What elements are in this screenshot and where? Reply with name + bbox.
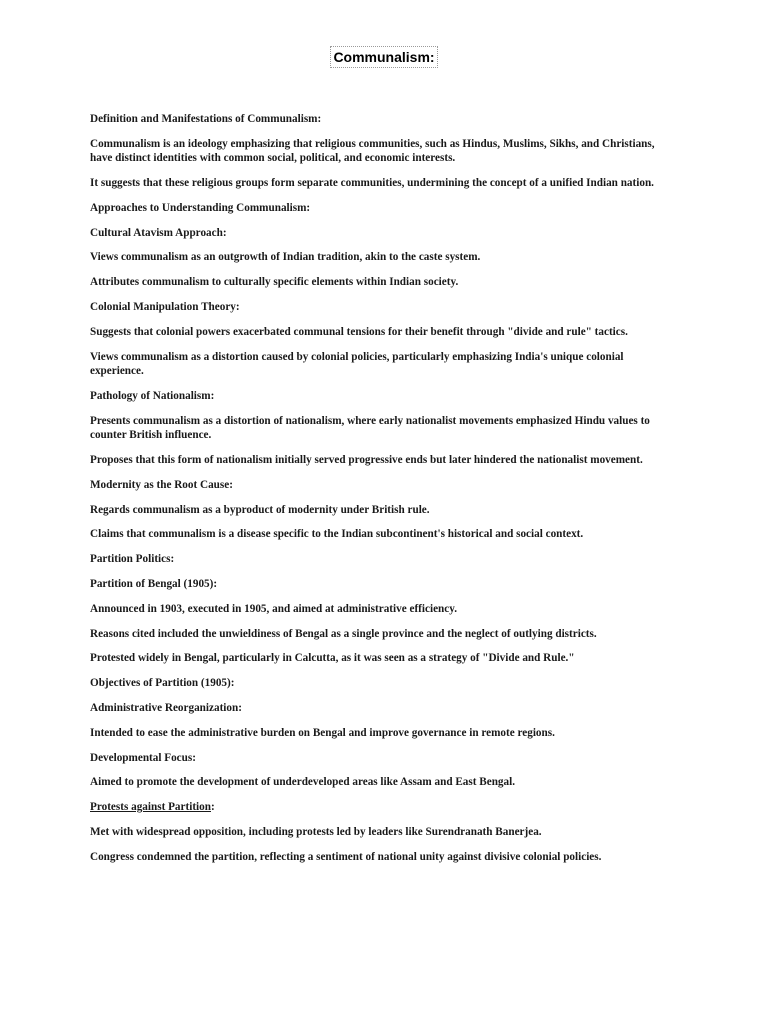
protests-heading-colon: : <box>210 801 215 814</box>
heading-developmental: Developmental Focus: <box>90 751 196 764</box>
title-container <box>0 46 768 68</box>
paragraph: Presents communalism as a distortion of nationalism, where early nationalist movements emphasized Hindu values to counter British influence. <box>90 414 650 442</box>
paragraph: It suggests that these religious groups form separate communities, undermining the concept of a unified Indian nation. <box>90 177 654 190</box>
paragraph: Met with widespread opposition, including protests led by leaders like Surendranath Banerjea. <box>90 826 542 839</box>
paragraph: Intended to ease the administrative burden on Bengal and improve governance in remote regions. <box>90 726 555 739</box>
paragraph: Announced in 1903, executed in 1905, and aimed at administrative efficiency. <box>90 602 458 615</box>
heading-cultural-atavism: Cultural Atavism Approach: <box>90 226 227 239</box>
heading-objectives: Objectives of Partition (1905): <box>90 677 235 690</box>
document-title: Communalism: <box>330 46 437 68</box>
heading-definition: Definition and Manifestations of Communalism: <box>90 113 322 125</box>
heading-modernity: Modernity as the Root Cause: <box>90 478 233 491</box>
heading-partition-bengal: Partition of Bengal (1905): <box>90 578 218 591</box>
paragraph: Reasons cited included the unwieldiness of Bengal as a single province and the neglect of outlying districts. <box>90 627 597 640</box>
document-body <box>90 112 670 875</box>
paragraph: Attributes communalism to culturally specific elements within Indian society. <box>90 276 459 289</box>
heading-protests <box>90 800 670 815</box>
paragraph: Regards communalism as a byproduct of modernity under British rule. <box>90 503 430 516</box>
heading-approaches: Approaches to Understanding Communalism: <box>90 201 311 214</box>
heading-administrative: Administrative Reorganization: <box>90 702 242 715</box>
paragraph: Protested widely in Bengal, particularly in Calcutta, as it was seen as a strategy of "Divide and Rule." <box>90 652 575 665</box>
paragraph: Communalism is an ideology emphasizing that religious communities, such as Hindus, Muslims, Sikhs, and Christians, have distinct identities with common social, political, and economic interests. <box>90 137 655 165</box>
heading-partition-politics: Partition Politics: <box>90 553 175 566</box>
paragraph: Congress condemned the partition, reflecting a sentiment of national unity against divisive colonial policies. <box>90 850 602 863</box>
paragraph: Aimed to promote the development of underdeveloped areas like Assam and East Bengal. <box>90 776 516 789</box>
paragraph: Views communalism as a distortion caused by colonial policies, particularly emphasizing India's unique colonial experience. <box>90 350 624 378</box>
paragraph: Suggests that colonial powers exacerbated communal tensions for their benefit through "divide and rule" tactics. <box>90 325 628 338</box>
protests-heading-text: Protests against Partition <box>90 801 211 814</box>
paragraph: Proposes that this form of nationalism initially served progressive ends but later hindered the nationalist movement. <box>90 454 643 467</box>
heading-pathology-nationalism: Pathology of Nationalism: <box>90 389 215 402</box>
heading-colonial-manipulation: Colonial Manipulation Theory: <box>90 301 240 314</box>
paragraph: Claims that communalism is a disease specific to the Indian subcontinent's historical and social context. <box>90 528 584 541</box>
paragraph: Views communalism as an outgrowth of Indian tradition, akin to the caste system. <box>90 251 481 264</box>
